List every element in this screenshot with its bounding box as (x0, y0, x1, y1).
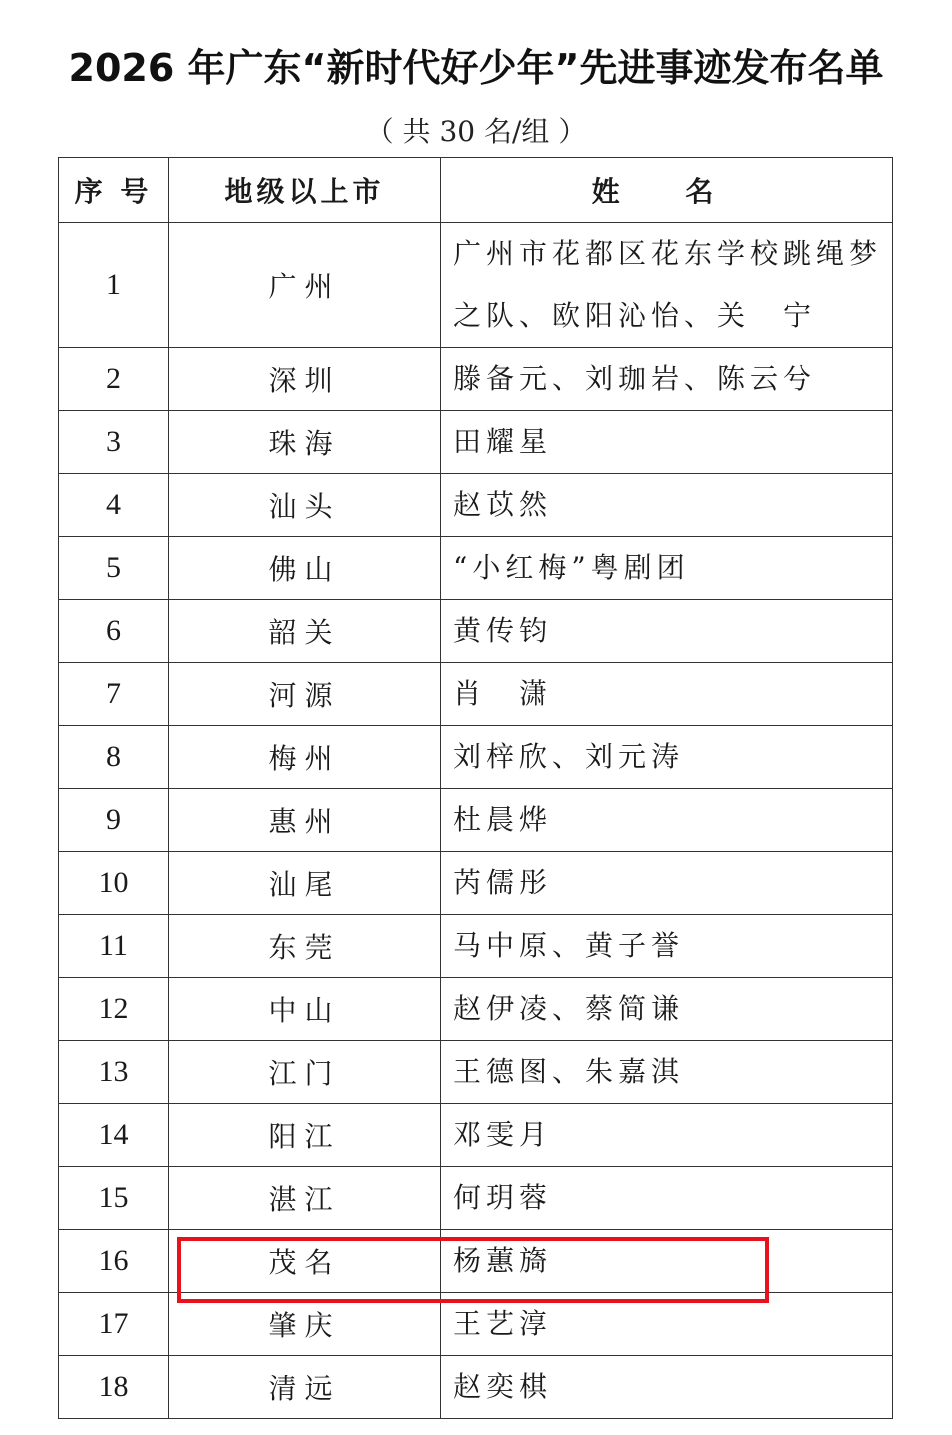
row-name: 邓雯月 (441, 1104, 893, 1167)
table-row (59, 474, 893, 537)
table-row (59, 1356, 893, 1419)
row-city: 肇庆 (169, 1293, 441, 1356)
row-name: 赵伊凌、蔡简谦 (441, 978, 893, 1041)
table-row (59, 915, 893, 978)
row-number: 9 (59, 789, 169, 852)
row-number: 8 (59, 726, 169, 789)
row-city: 佛山 (169, 537, 441, 600)
row-number: 3 (59, 411, 169, 474)
table-row (59, 726, 893, 789)
row-city: 江门 (169, 1041, 441, 1104)
table-row (59, 411, 893, 474)
row-name: 滕备元、刘珈岩、陈云兮 (441, 348, 893, 411)
table-row (59, 1167, 893, 1230)
row-city: 惠州 (169, 789, 441, 852)
row-number: 12 (59, 978, 169, 1041)
row-city: 汕头 (169, 474, 441, 537)
roster-table (58, 157, 893, 1419)
row-number: 7 (59, 663, 169, 726)
table-row (59, 537, 893, 600)
table-row (59, 852, 893, 915)
table-row (59, 663, 893, 726)
document-subtitle: （ 共 30 名/组 ） (365, 115, 587, 148)
row-name: 刘梓欣、刘元涛 (441, 726, 893, 789)
table-row (59, 1104, 893, 1167)
row-number: 18 (59, 1356, 169, 1419)
row-name: 马中原、黄子誉 (441, 915, 893, 978)
row-name: 王德图、朱嘉淇 (441, 1041, 893, 1104)
row-city: 清远 (169, 1356, 441, 1419)
table-row (59, 978, 893, 1041)
row-city: 茂名 (169, 1230, 441, 1293)
row-city: 珠海 (169, 411, 441, 474)
row-city: 东莞 (169, 915, 441, 978)
table-row (59, 1293, 893, 1356)
row-name: 王艺淳 (441, 1293, 893, 1356)
row-number: 16 (59, 1230, 169, 1293)
row-city: 中山 (169, 978, 441, 1041)
row-number: 11 (59, 915, 169, 978)
row-name: 田耀星 (441, 411, 893, 474)
row-city: 韶关 (169, 600, 441, 663)
row-city: 阳江 (169, 1104, 441, 1167)
row-city: 广州 (169, 223, 441, 348)
row-name: “小红梅”粤剧团 (441, 537, 893, 600)
header-number: 序 号 (59, 158, 169, 223)
row-name: 杨蕙旖 (441, 1230, 893, 1293)
row-name: 芮儒彤 (441, 852, 893, 915)
header-name: 姓 名 (441, 158, 893, 223)
row-city: 湛江 (169, 1167, 441, 1230)
table-row (59, 223, 893, 348)
row-number: 10 (59, 852, 169, 915)
row-number: 6 (59, 600, 169, 663)
row-name: 杜晨烨 (441, 789, 893, 852)
row-name: 何玥蓉 (441, 1167, 893, 1230)
table-row (59, 789, 893, 852)
row-number: 13 (59, 1041, 169, 1104)
row-name: 赵奕棋 (441, 1356, 893, 1419)
table-row (59, 600, 893, 663)
row-number: 2 (59, 348, 169, 411)
row-city: 梅州 (169, 726, 441, 789)
row-city: 河源 (169, 663, 441, 726)
table-row (59, 1230, 893, 1293)
row-number: 14 (59, 1104, 169, 1167)
row-number: 4 (59, 474, 169, 537)
row-name: 黄传钧 (441, 600, 893, 663)
table-row (59, 348, 893, 411)
document-title: 2026 年广东“新时代好少年”先进事迹发布名单 (68, 46, 884, 90)
row-number: 5 (59, 537, 169, 600)
row-name: 肖 潇 (441, 663, 893, 726)
table-row (59, 1041, 893, 1104)
row-city: 深圳 (169, 348, 441, 411)
table-header-row (59, 158, 893, 223)
row-name: 赵苡然 (441, 474, 893, 537)
row-city: 汕尾 (169, 852, 441, 915)
header-city: 地级以上市 (169, 158, 441, 223)
row-number: 17 (59, 1293, 169, 1356)
row-number: 15 (59, 1167, 169, 1230)
row-number: 1 (59, 223, 169, 348)
row-name: 广州市花都区花东学校跳绳梦之队、欧阳沁怡、关 宁 (441, 223, 893, 348)
